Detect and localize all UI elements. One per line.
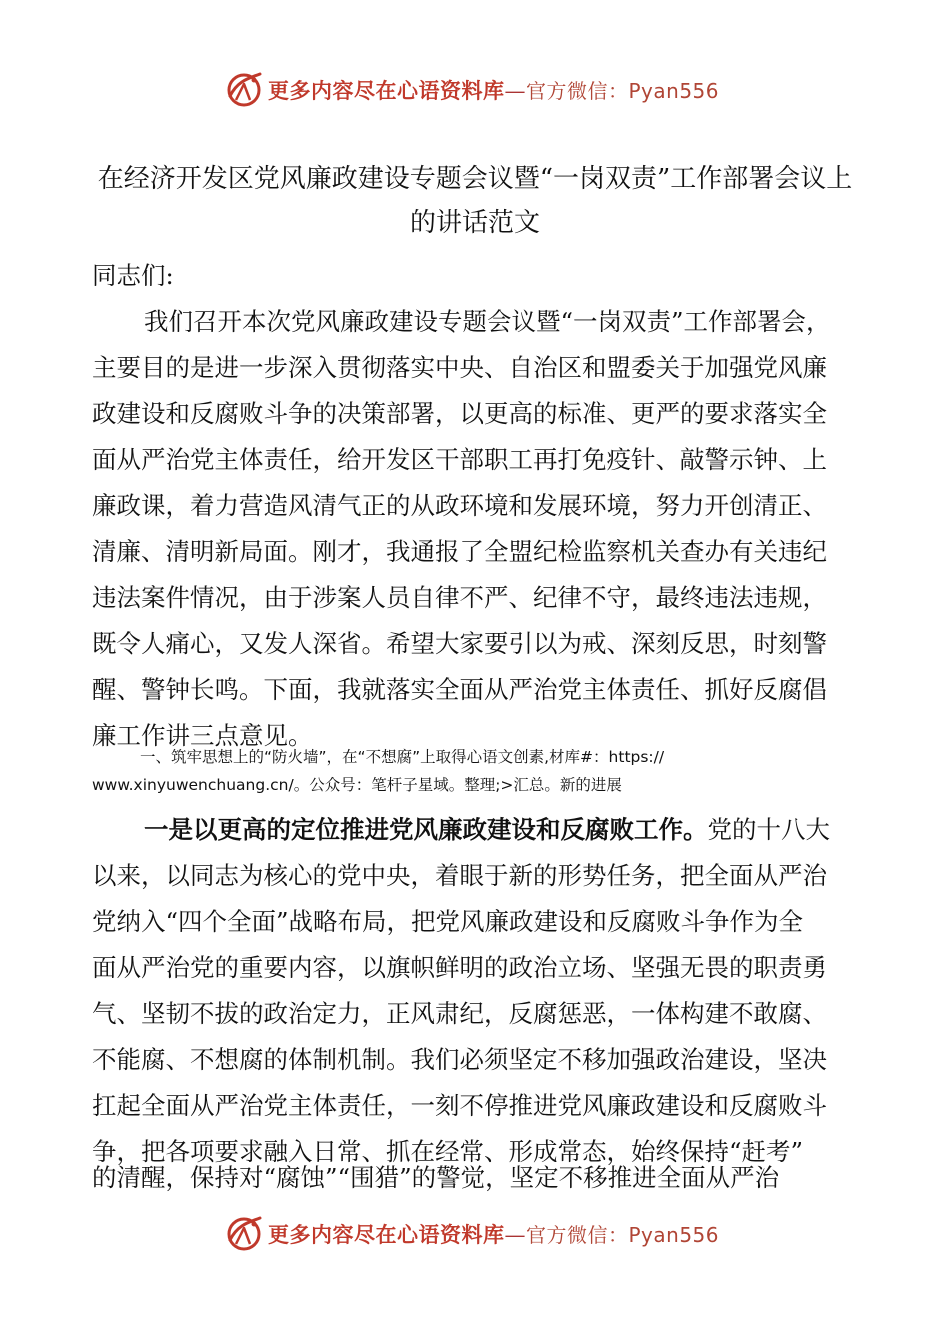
watermark-main-text: 更多内容尽在心语资料库 — [268, 1222, 505, 1247]
paragraph-1-line: 廉工作讲三点意见。 — [92, 721, 313, 750]
watermark-banner-top — [0, 68, 950, 118]
paragraph-2-lead-line — [144, 814, 830, 846]
document-title-line-2: 的讲话范文 — [409, 208, 540, 238]
greeting: 同志们: — [92, 261, 174, 290]
library-logo-icon — [224, 1214, 264, 1254]
paragraph-1-line: 违法案件情况，由于涉案人员自律不严、纪律不守，最终违法违规， — [92, 583, 827, 612]
paragraph-1-line: 我们召开本次党风廉政建设专题会议暨“一岗双责”工作部署会， — [144, 307, 831, 336]
watermark-separator: — — [504, 79, 526, 103]
watermark-text — [268, 76, 719, 106]
paragraph-2-line: 面从严治党的重要内容，以旗帜鲜明的政治立场、坚强无畏的职责勇 — [92, 953, 827, 982]
paragraph-1-line: 廉政课，着力营造风清气正的从政环境和发展环境，努力开创清正、 — [92, 491, 827, 520]
paragraph-1-line: 政建设和反腐败斗争的决策部署，以更高的标准、更严的要求落实全 — [92, 399, 827, 428]
paragraph-2-lead-bold: 一是以更高的定位推进党风廉政建设和反腐败工作。 — [144, 815, 708, 844]
watermark-banner-bottom — [0, 1212, 950, 1262]
paragraph-2-line: 不能腐、不想腐的体制机制。我们必须坚定不移加强政治建设，坚决 — [92, 1045, 827, 1074]
paragraph-1-line: 面从严治党主体责任，给开发区干部职工再打免疫针、敲警示钟、上 — [92, 445, 827, 474]
watermark-wechat-text: 官方微信：Pyan556 — [526, 79, 720, 103]
paragraph-2-line: 扛起全面从严治党主体责任，一刻不停推进党风廉政建设和反腐败斗 — [92, 1091, 827, 1120]
watermark-text — [268, 1220, 719, 1250]
paragraph-2-lead-rest: 党的十八大 — [707, 815, 830, 844]
document-title-line-1: 在经济开发区党风廉政建设专题会议暨“一岗双责”工作部署会议上 — [97, 164, 853, 194]
paragraph-1-line: 醒、警钟长鸣。下面，我就落实全面从严治党主体责任、抓好反腐倡 — [92, 675, 827, 704]
paragraph-2-line: 党纳入“四个全面”战略布局，把党风廉政建设和反腐败斗争作为全 — [92, 907, 804, 936]
paragraph-2-line: 以来，以同志为核心的党中央，着眼于新的形势任务，把全面从严治 — [92, 861, 827, 890]
watermark-wechat-text: 官方微信：Pyan556 — [526, 1223, 720, 1247]
paragraph-1-line: 既令人痛心，又发人深省。希望大家要引以为戒、深刻反思，时刻警 — [92, 629, 827, 658]
library-logo-icon — [224, 70, 264, 110]
section-heading-line-2: www.xinyuwenchuang.cn/。公众号：笔杆子星域。整理;>汇总。新的进展 — [92, 776, 622, 794]
section-heading-line-1: 一、筑牢思想上的“防火墙”，在“不想腐”上取得心语文创素,材库#：https:// — [140, 748, 665, 766]
paragraph-1-line: 主要目的是进一步深入贯彻落实中央、自治区和盟委关于加强党风廉 — [92, 353, 827, 382]
paragraph-1-line: 清廉、清明新局面。刚才，我通报了全盟纪检监察机关查办有关违纪 — [92, 537, 827, 566]
watermark-main-text: 更多内容尽在心语资料库 — [268, 78, 505, 103]
paragraph-2-line: 气、坚韧不拔的政治定力，正风肃纪，反腐惩恶，一体构建不敢腐、 — [92, 999, 827, 1028]
paragraph-2-line: 的清醒，保持对“腐蚀”“围猎”的警觉，坚定不移推进全面从严治 — [92, 1163, 780, 1192]
watermark-separator: — — [504, 1223, 526, 1247]
paragraph-2-line: 争，把各项要求融入日常、抓在经常、形成常态，始终保持“赶考” — [92, 1137, 804, 1166]
